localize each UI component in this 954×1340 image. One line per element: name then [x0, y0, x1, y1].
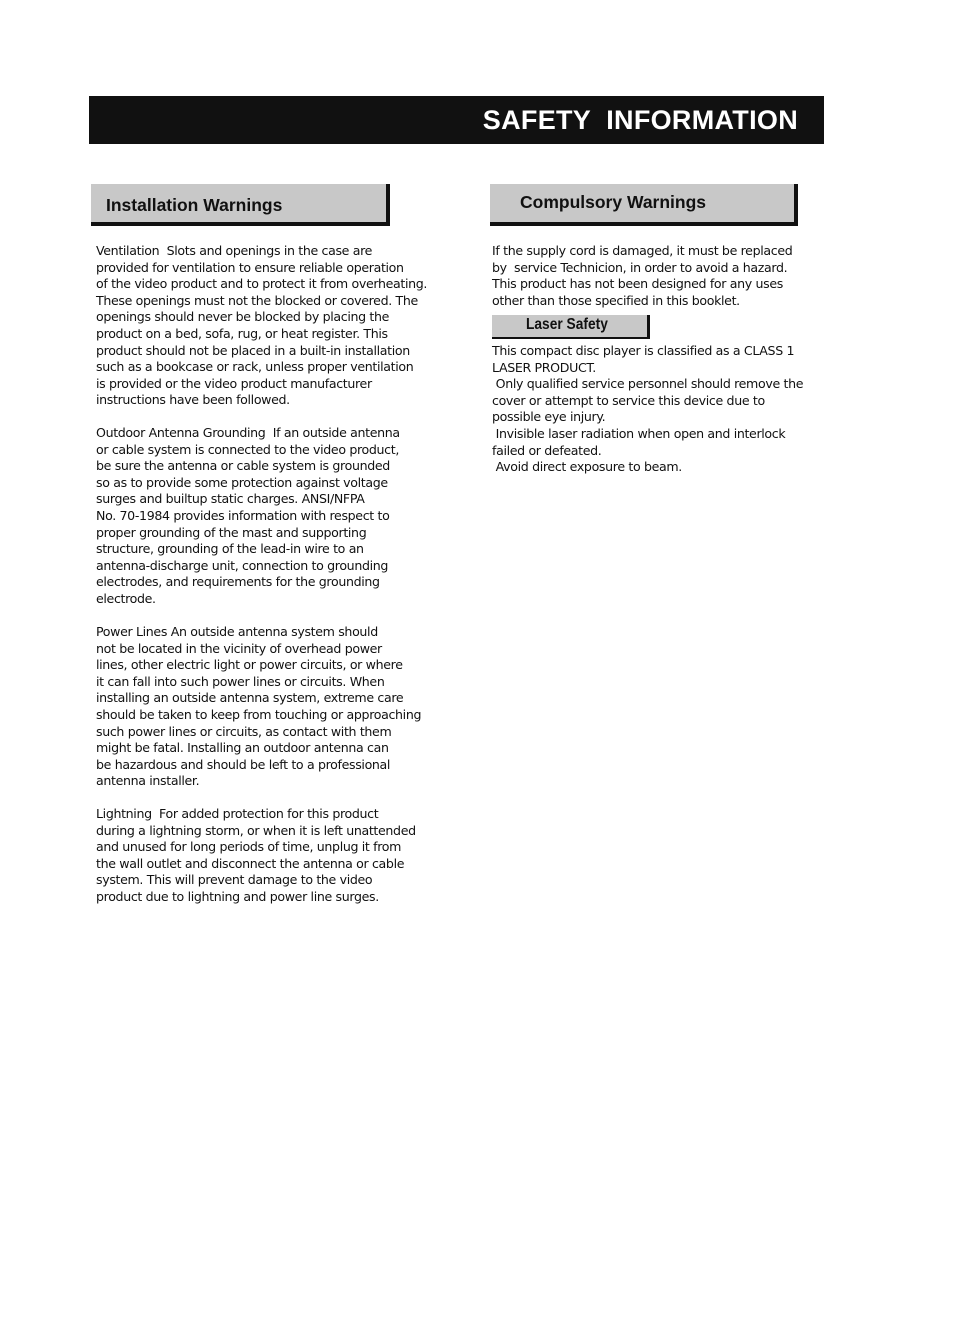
- compulsory-warnings-heading: Compulsory Warnings: [520, 192, 707, 212]
- installation-warnings-heading: Installation Warnings: [106, 195, 283, 215]
- power-lines-paragraph: Power Lines An outside antenna system should not be located in the vicinity of overhead power lines, other electric light or power circuits, or where it can fall into such power lines or circuits. When installing an outside antenna system, extreme care should be taken to keep from touching or approaching such power lines or circuits, as contact with them might be fatal. Installing an outdoor antenna can be hazardous and should be left to a professional antenna installer.: [96, 624, 422, 789]
- laser-safety-text: This compact disc player is classified as a CLASS 1 LASER PRODUCT. Only qualified service personnel should remove the cover or attempt to service this device due to possible eye injury. Invisible laser radiation when open and interlock failed or defeated. Avoid direct exposure to beam.: [492, 343, 804, 475]
- antenna-grounding-paragraph: Outdoor Antenna Grounding If an outside antenna or cable system is connected to the video product, be sure the antenna or cable system is grounded so as to provide some protection against voltage surges and builtup static charges. ANSI/NFPA No. 70-1984 provides information with respect to proper grounding of the mast and supporting structure, grounding of the lead-in wire to an antenna-discharge unit, connection to grounding electrodes, and requirements for the grounding electrode.: [96, 425, 400, 606]
- compulsory-warnings-header: [490, 184, 798, 226]
- laser-safety-header: [492, 315, 650, 339]
- lightning-paragraph: Lightning For added protection for this product during a lightning storm, or when it is left unattended and unused for long periods of time, unplug it from the wall outlet and disconnect the antenna or cable system. This will prevent damage to the video product due to lightning and power line surges.: [96, 806, 416, 904]
- ventilation-paragraph: Ventilation Slots and openings in the case are provided for ventilation to ensure reliable operation of the video product and to protect it from overheating. These openings must not the blocked or covered. The openings should never be blocked by placing the product on a bed, sofa, rug, or heat register. This product should not be placed in a built-in installation such as a bookcase or rack, unless proper ventilation is provided or the video product manufacturer instructions have been followed.: [96, 243, 428, 408]
- laser-safety-heading: Laser Safety: [526, 316, 608, 333]
- compulsory-warnings-text: If the supply cord is damaged, it must be replaced by service Technicion, in order to avoid a hazard. This product has not been designed for any uses other than those specified in this booklet.: [492, 243, 793, 308]
- installation-warnings-header: [91, 184, 390, 226]
- page-title: SAFETY INFORMATION: [482, 105, 798, 135]
- page-title-bar: [89, 96, 824, 144]
